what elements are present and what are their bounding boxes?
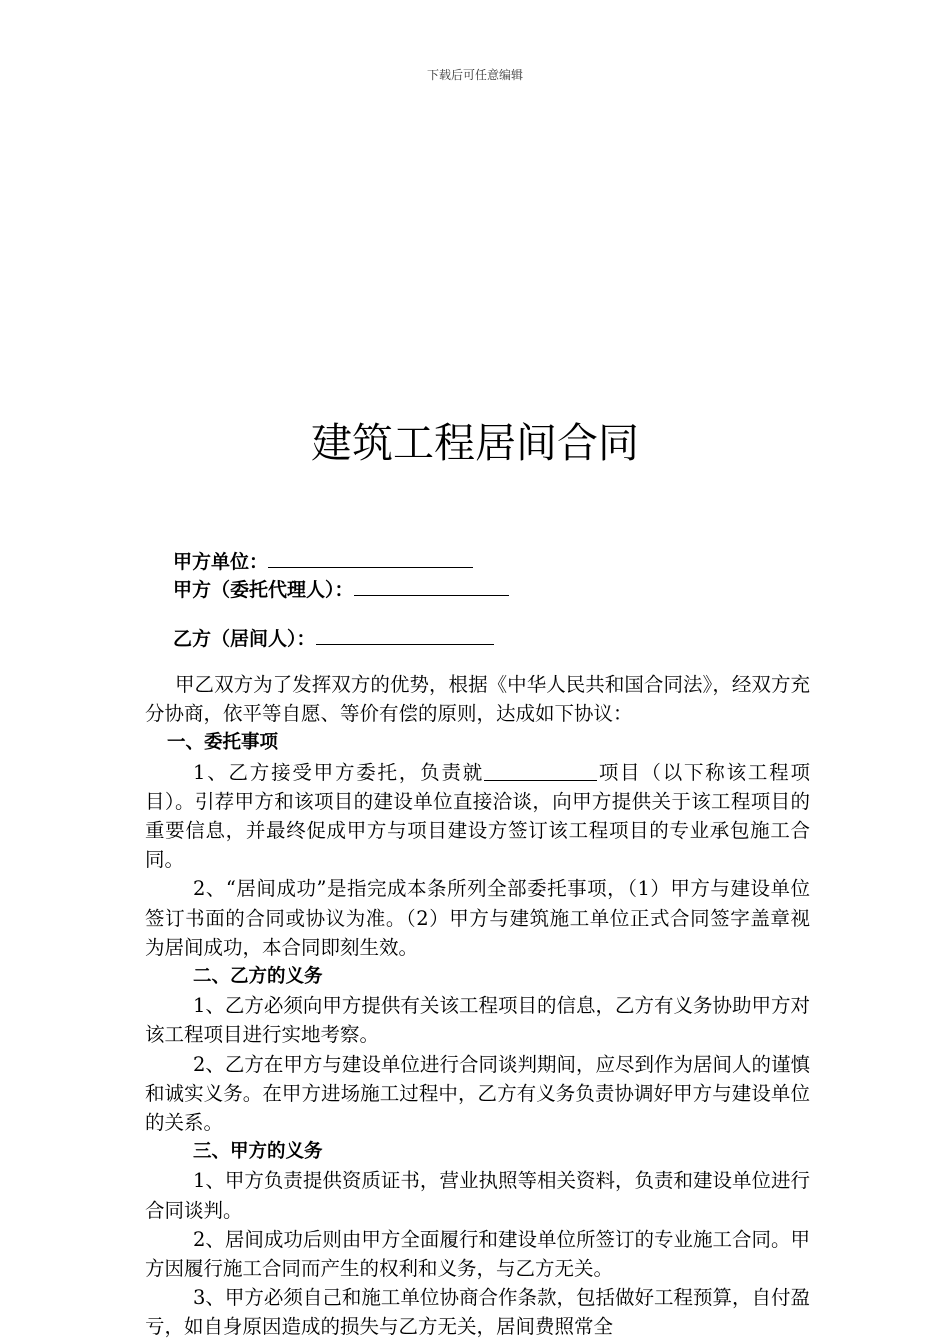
section-1-item-1 xyxy=(145,758,810,875)
party-b-label: 乙方（居间人）： xyxy=(173,628,316,650)
section-3-item-3: 3、甲方必须自己和施工单位协商合作条款，包括做好工程预算，自付盈亏，如自身原因造成的损失与乙方无关，居间费照常全 xyxy=(145,1286,810,1339)
project-name-blank[interactable] xyxy=(484,760,597,781)
party-a-unit-line xyxy=(173,547,473,574)
section-3-item-2: 2、居间成功后则由甲方全面履行和建设单位所签订的专业施工合同。甲方因履行施工合同而产生的权利和义务，与乙方无关。 xyxy=(145,1227,810,1281)
preamble-paragraph: 甲乙双方为了发挥双方的优势，根据《中华人民共和国合同法》，经双方充分协商，依平等自愿、等价有偿的原则，达成如下协议： xyxy=(145,673,810,726)
page-header-note: 下载后可任意编辑 xyxy=(426,68,523,82)
party-b-line xyxy=(173,624,494,651)
party-b-blank[interactable] xyxy=(316,627,494,645)
section-2-heading: 二、乙方的义务 xyxy=(193,966,323,988)
section-1-heading: 一、委托事项 xyxy=(167,732,279,754)
section-2-item-1: 1、乙方必须向甲方提供有关该工程项目的信息，乙方有义务协助甲方对该工程项目进行实地考察。 xyxy=(145,994,810,1047)
party-a-agent-blank[interactable] xyxy=(354,578,509,596)
party-a-agent-label: 甲方（委托代理人）： xyxy=(173,579,354,601)
section-1-item-1-after: 项目（以下称该工程项目）。引荐甲方和该项目的建设单位直接洽谈，向甲方提供关于该工程项目的重要信息，并最终促成甲方与项目建设方签订该工程项目的专业承包施工合同。 xyxy=(145,760,810,872)
section-1-item-1-before: 1、乙方接受甲方委托，负责就 xyxy=(193,760,485,784)
party-a-unit-blank[interactable] xyxy=(268,550,473,568)
party-a-unit-label: 甲方单位： xyxy=(173,551,269,573)
document-title: 建筑工程居间合同 xyxy=(311,419,639,467)
section-3-heading: 三、甲方的义务 xyxy=(193,1141,323,1163)
party-a-agent-line xyxy=(173,575,509,602)
section-3-item-1: 1、甲方负责提供资质证书，营业执照等相关资料，负责和建设单位进行合同谈判。 xyxy=(145,1169,810,1222)
section-1-item-2: 2、“居间成功”是指完成本条所列全部委托事项，（1）甲方与建设单位签订书面的合同或协议为准。（2）甲方与建筑施工单位正式合同签字盖章视为居间成功，本合同即刻生效。 xyxy=(145,877,810,959)
section-2-item-2: 2、乙方在甲方与建设单位进行合同谈判期间，应尽到作为居间人的谨慎和诚实义务。在甲方进场施工过程中，乙方有义务负责协调好甲方与建设单位的关系。 xyxy=(145,1052,810,1135)
contract-body xyxy=(145,670,810,1342)
